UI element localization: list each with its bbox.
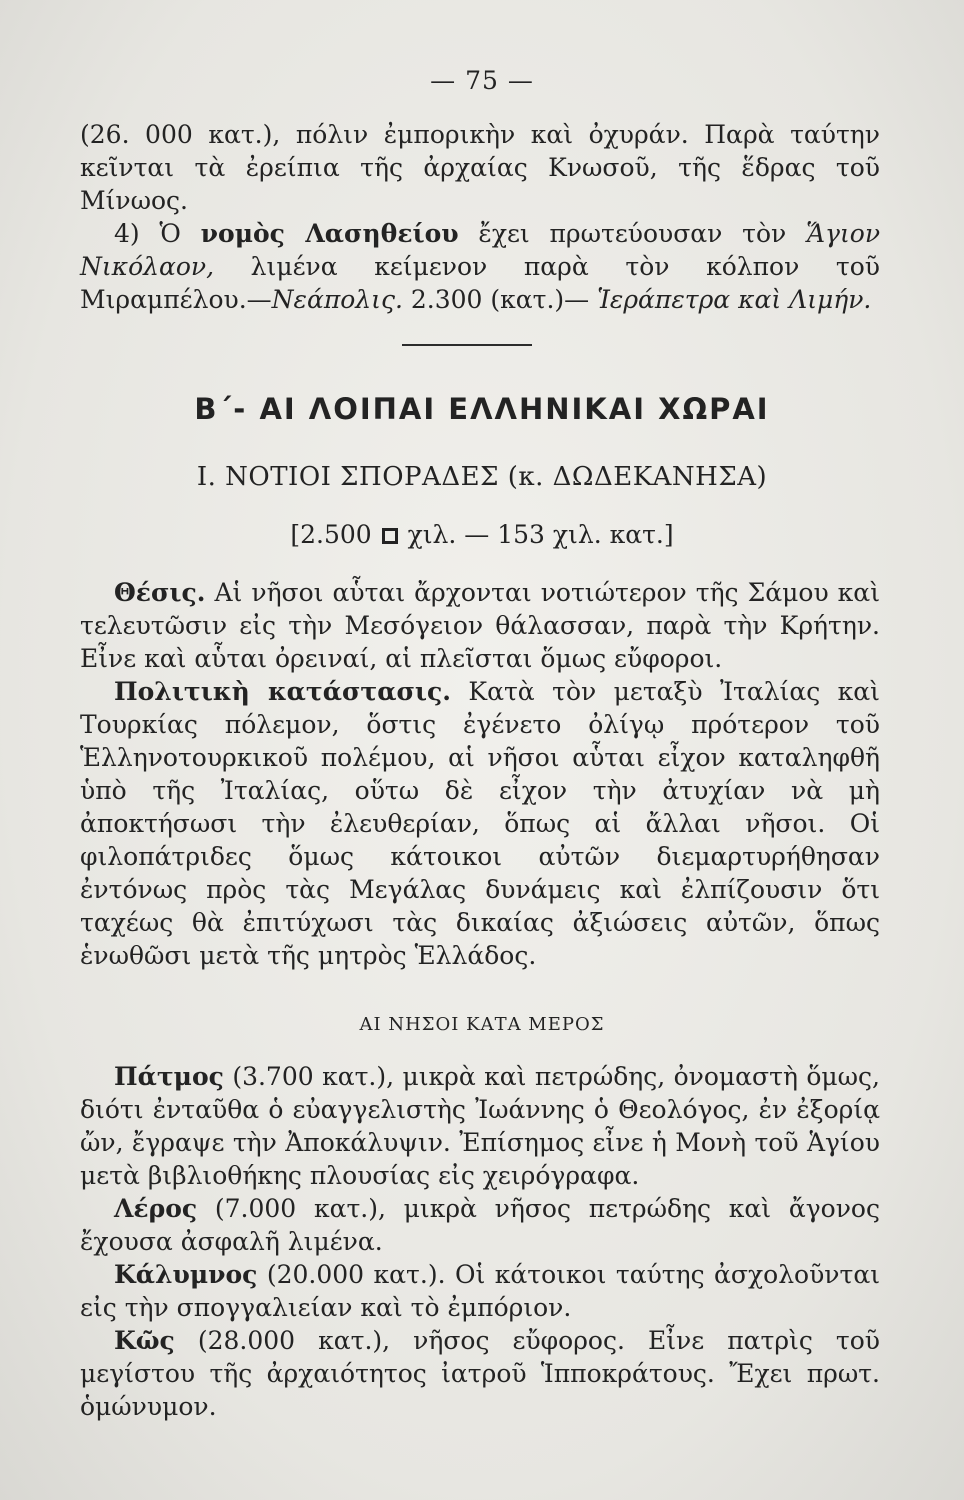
section-heading: Β΄- ΑΙ ΛΟΙΠΑΙ ΕΛΛΗΝΙΚΑΙ ΧΩΡΑΙ (194, 392, 770, 426)
islands-list (80, 1060, 880, 1423)
place-neapolis: Νεάπολις. (271, 285, 403, 314)
term-lasithi: νομὸς Λασηθείου (200, 219, 459, 248)
paragraph-text: 2.300 (κατ.)— (410, 285, 590, 314)
island-entry-patmos (80, 1060, 880, 1192)
text-block-dodecanese (80, 576, 880, 972)
area-population-line (0, 520, 964, 549)
paragraph-text: Αἱ νῆσοι αὗται ἄρχονται νοτιώτερον τῆς Σάμου καὶ τελευτῶσιν εἰς τὴν Μεσόγειον θάλασσαν, παρὰ τὴν Κρήτην. Εἶνε καὶ αὗται ὀρειναί, αἱ πλεῖσται ὅμως εὔφοροι. (80, 578, 880, 673)
chapter-heading: Ι. ΝΟΤΙΟΙ ΣΠΟΡΑΔΕΣ (κ. ΔΩΔΕΚΑΝΗΣΑ) (196, 462, 768, 492)
island-name: Λέρος (114, 1194, 198, 1223)
paragraph-text: Κατὰ τὸν μεταξὺ Ἰταλίας καὶ Τουρκίας πόλεμον, ὅστις ἐγένετο ὀλίγῳ πρότερον τοῦ Ἑλληνοτουρκικοῦ πολέμου, αἱ νῆσοι αὗται εἶχον καταληφθῆ ὑπὸ τῆς Ἰταλίας, οὕτω δὲ εἶχον τὴν ἀτυχίαν νὰ μὴ ἀποκτήσωσι τὴν ἐλευθερίαν, ὅπως αἱ ἄλλαι νῆσοι. Οἱ φιλοπάτριδες ὅμως κάτοικοι αὐτῶν διεμαρτυρήθησαν ἐντόνως πρὸς τὰς Μεγάλας δυνάμεις καὶ ἐλπίζουσιν ὅτι ταχέως θὰ ἐπιτύχωσι τὰς δικαίας ἀξιώσεις αὐτῶν, ὅπως ἑνωθῶσι μετὰ τῆς μητρὸς Ἑλλάδος. (80, 677, 880, 970)
island-entry-kalymnos (80, 1258, 880, 1324)
paragraph-knossos: (26. 000 κατ.), πόλιν ἐμπορικὴν καὶ ὀχυράν. Παρὰ ταύτην κεῖνται τὰ ἐρείπια τῆς ἀρχαίας Κνωσοῦ, τῆς ἕδρας τοῦ Μίνωος. (80, 120, 880, 215)
paragraph-text: ἔχει πρωτεύουσαν τὸν (478, 219, 787, 248)
paragraph-politics (80, 675, 880, 972)
island-description: (28.000 κατ.), νῆσος εὔφορος. Εἶνε πατρὶς τοῦ μεγίστου τῆς ἀρχαιότητος ἰατροῦ Ἱπποκράτους. Ἔχει πρωτ. ὁμώνυμον. (80, 1326, 880, 1421)
island-name: Κάλυμνος (114, 1260, 258, 1289)
island-name: Πάτμος (114, 1062, 224, 1091)
paragraph-lasithi (80, 217, 880, 316)
island-name: Κῶς (114, 1326, 175, 1355)
text-block-crete (80, 118, 880, 316)
island-entry-leros (80, 1192, 880, 1258)
island-description: (3.700 κατ.), μικρὰ καὶ πετρώδης, ὀνομαστὴ ὅμως, διότι ἐνταῦθα ὁ εὐαγγελιστὴς Ἰωάννης ὁ Θεολόγος, ἐν ἐξορίᾳ ὤν, ἔγραψε τὴν Ἀποκάλυψιν. Ἐπίσημος εἶνε ἡ Μονὴ τοῦ Ἁγίου μετὰ βιβλιοθήκης πλουσίας εἰς χειρόγραφα. (80, 1062, 880, 1190)
place-ierapetra: Ἱεράπετρα καὶ Λιμήν. (597, 285, 872, 314)
population-value: χιλ. — 153 χιλ. κατ.] (407, 520, 674, 549)
page-number: — 75 — (430, 66, 534, 95)
section-divider (402, 344, 532, 346)
list-number: 4) Ὁ (114, 219, 181, 248)
island-description: (7.000 κατ.), μικρὰ νῆσος πετρώδης καὶ ἄγονος ἔχουσα ἀσφαλῆ λιμένα. (80, 1194, 880, 1256)
square-symbol-icon (382, 528, 398, 544)
islands-subheading: ΑΙ ΝΗΣΟΙ ΚΑΤΑ ΜΕΡΟΣ (359, 1014, 605, 1035)
label-politics: Πολιτικὴ κατάστασις. (114, 677, 451, 706)
area-value: [2.500 (290, 520, 372, 549)
label-thesis: Θέσις. (114, 578, 206, 607)
island-description: (20.000 κατ.). Οἱ κάτοικοι ταύτης ἀσχολοῦνται εἰς τὴν σπογγαλιείαν καὶ τὸ ἐμπόριον. (80, 1260, 881, 1322)
paragraph-position (80, 576, 880, 675)
island-entry-kos (80, 1324, 880, 1423)
place-agios-nikolaos: Ἅγιον Νικόλαον, (80, 219, 881, 281)
paragraph-text: λιμένα κείμενον παρὰ τὸν κόλπον τοῦ Μιραμπέλου.— (80, 252, 880, 314)
